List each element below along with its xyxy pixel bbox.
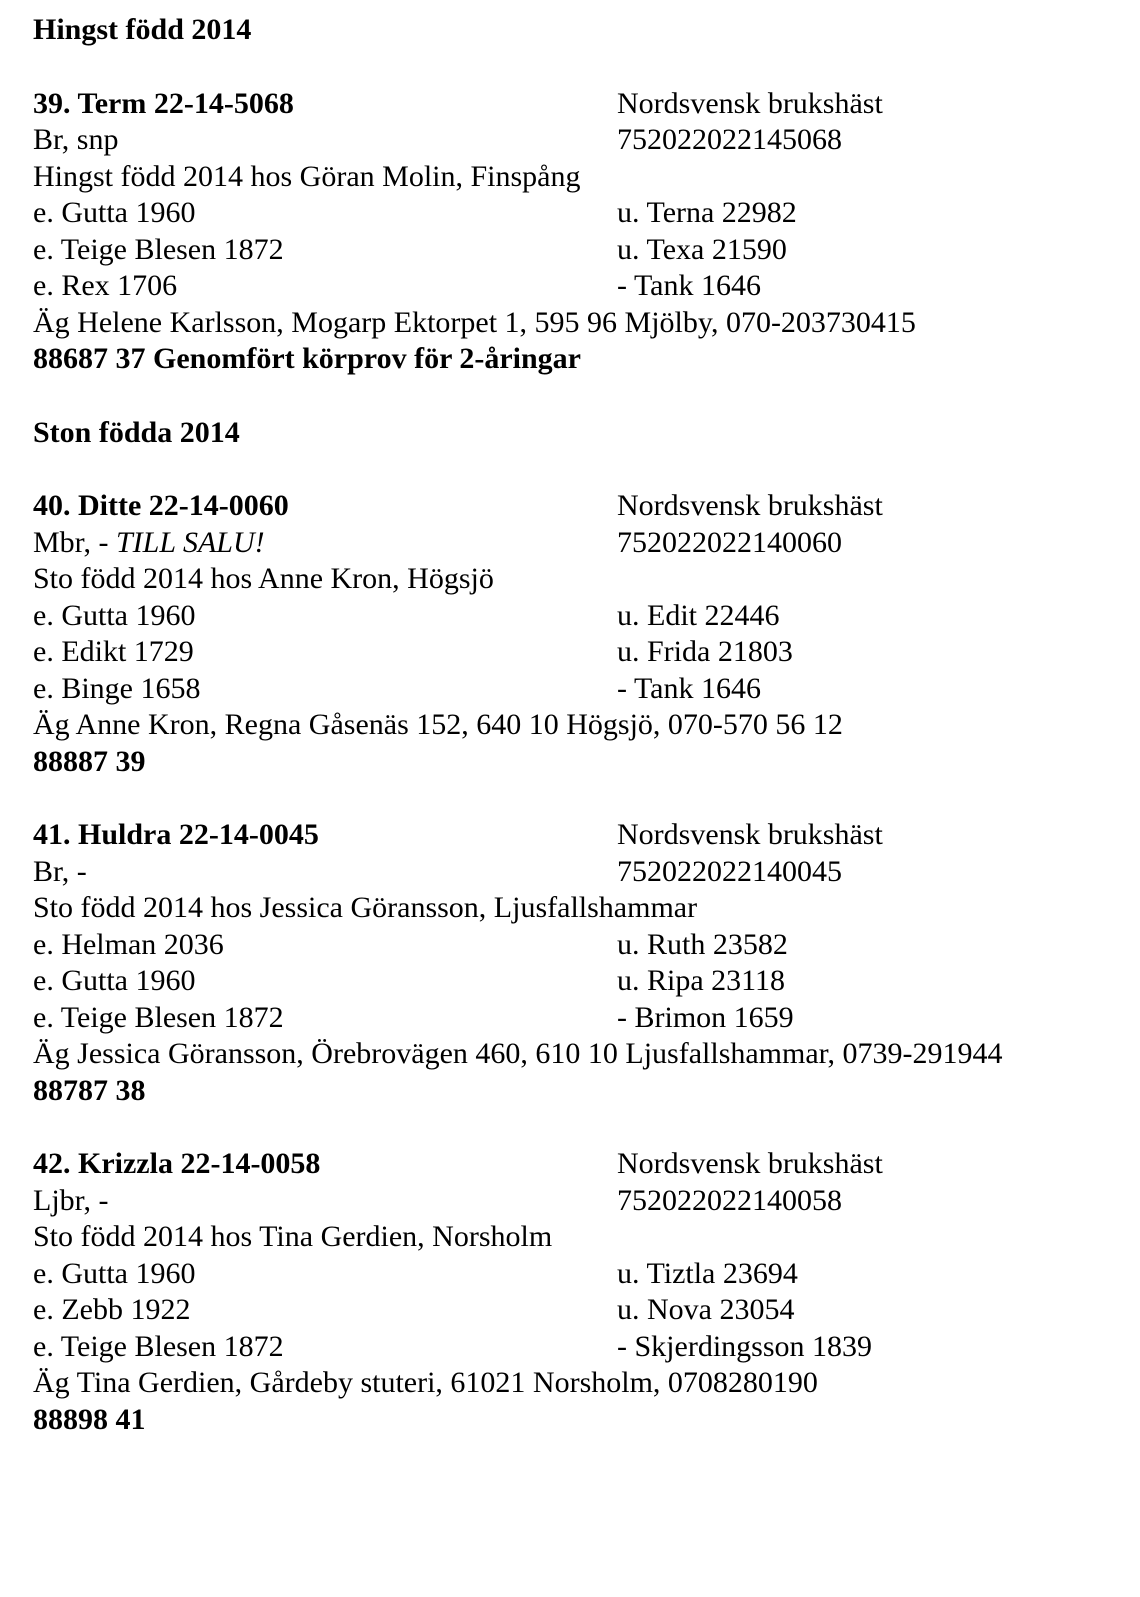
entry-header-row [33, 1146, 1120, 1183]
pedigree-sire: e. Edikt 1729 [33, 635, 194, 668]
entry-title: 39. Term 22-14-5068 [33, 86, 294, 120]
entry-code-line: 88898 41 [33, 1402, 146, 1436]
entry-born-line: Sto född 2014 hos Tina Gerdien, Norsholm [33, 1220, 553, 1253]
entry-code-line: 88687 37 Genomfört körprov för 2-åringar [33, 342, 581, 375]
horse-entry-40 [33, 488, 1120, 780]
pedigree-row [33, 1329, 1120, 1366]
entry-header-row [33, 86, 1120, 123]
entry-color-line [33, 525, 617, 562]
pedigree-sire: e. Teige Blesen 1872 [33, 232, 284, 266]
entry-born-line: Hingst född 2014 hos Göran Molin, Finspång [33, 159, 581, 193]
pedigree-row [33, 598, 1120, 635]
pedigree-sire: e. Gutta 1960 [33, 1256, 196, 1290]
entry-header-row [33, 488, 1120, 525]
horse-entry-42 [33, 1146, 1120, 1438]
entry-color-line [33, 1183, 617, 1220]
pedigree-sire: e. Gutta 1960 [33, 196, 196, 229]
entry-code-line: 88787 38 [33, 1073, 146, 1107]
entry-reg-number: 752022022140060 [617, 525, 842, 559]
pedigree-row [33, 671, 1120, 708]
section-heading-mares: Ston födda 2014 [33, 415, 240, 449]
pedigree-dam: - Tank 1646 [617, 671, 761, 705]
entry-owner-line: Äg Helene Karlsson, Mogarp Ektorpet 1, 595 96 Mjölby, 070-203730415 [33, 305, 916, 339]
entry-reg-number: 752022022140045 [617, 854, 842, 888]
pedigree-dam: u. Ripa 23118 [617, 964, 786, 997]
horse-entry-41 [33, 817, 1120, 1109]
entry-color: Mbr, - [33, 525, 109, 559]
entry-breed: Nordsvensk brukshäst [617, 489, 883, 522]
pedigree-dam: - Skjerdingsson 1839 [617, 1329, 872, 1363]
pedigree-row [33, 1256, 1120, 1293]
entry-owner-line: Äg Jessica Göransson, Örebrovägen 460, 610 10 Ljusfallshammar, 0739-291944 [33, 1037, 1003, 1070]
entry-color-row [33, 525, 1120, 562]
entry-color: Ljbr, - [33, 1183, 109, 1217]
entry-header-row [33, 817, 1120, 854]
pedigree-row [33, 634, 1120, 671]
entry-title: 40. Ditte 22-14-0060 [33, 489, 289, 522]
pedigree-row [33, 232, 1120, 269]
pedigree-sire: e. Teige Blesen 1872 [33, 1000, 284, 1034]
entry-title: 41. Huldra 22-14-0045 [33, 818, 319, 851]
entry-born-line: Sto född 2014 hos Jessica Göransson, Ljusfallshammar [33, 891, 698, 924]
pedigree-dam: - Tank 1646 [617, 269, 761, 302]
pedigree-dam: u. Ruth 23582 [617, 927, 788, 961]
entry-breed: Nordsvensk brukshäst [617, 86, 883, 120]
pedigree-dam: u. Edit 22446 [617, 598, 780, 632]
pedigree-sire: e. Zebb 1922 [33, 1293, 191, 1326]
pedigree-row [33, 268, 1120, 305]
pedigree-row [33, 1000, 1120, 1037]
pedigree-row [33, 963, 1120, 1000]
entry-reg-number: 752022022145068 [617, 123, 842, 156]
pedigree-dam: u. Frida 21803 [617, 635, 793, 668]
pedigree-dam: u. Nova 23054 [617, 1293, 795, 1326]
entry-color-line [33, 854, 617, 891]
entry-color-row [33, 854, 1120, 891]
entry-breed: Nordsvensk brukshäst [617, 818, 883, 851]
pedigree-sire: e. Gutta 1960 [33, 964, 196, 997]
entry-owner-line: Äg Tina Gerdien, Gårdeby stuteri, 61021 Norsholm, 0708280190 [33, 1366, 818, 1399]
entry-code-line: 88887 39 [33, 744, 146, 778]
entry-reg-number: 752022022140058 [617, 1183, 842, 1217]
pedigree-row [33, 927, 1120, 964]
entry-color-row [33, 122, 1120, 159]
pedigree-row [33, 1292, 1120, 1329]
pedigree-sire: e. Teige Blesen 1872 [33, 1329, 284, 1363]
entry-born-line: Sto född 2014 hos Anne Kron, Högsjö [33, 562, 494, 595]
pedigree-dam: - Brimon 1659 [617, 1000, 794, 1034]
entry-color: Br, snp [33, 123, 119, 156]
entry-color-line [33, 122, 617, 159]
pedigree-dam: u. Tiztla 23694 [617, 1256, 798, 1290]
pedigree-sire: e. Rex 1706 [33, 269, 178, 302]
pedigree-dam: u. Texa 21590 [617, 232, 787, 266]
pedigree-sire: e. Gutta 1960 [33, 598, 196, 632]
pedigree-sire: e. Binge 1658 [33, 671, 201, 705]
pedigree-row [33, 195, 1120, 232]
entry-color-row [33, 1183, 1120, 1220]
entry-color: Br, - [33, 854, 87, 888]
horse-entry-39 [33, 86, 1120, 378]
entry-title: 42. Krizzla 22-14-0058 [33, 1147, 321, 1180]
entry-sale-note: TILL SALU! [115, 525, 265, 559]
pedigree-sire: e. Helman 2036 [33, 927, 224, 961]
entry-owner-line: Äg Anne Kron, Regna Gåsenäs 152, 640 10 Högsjö, 070-570 56 12 [33, 708, 843, 741]
section-heading-stallions: Hingst född 2014 [33, 13, 252, 46]
entry-breed: Nordsvensk brukshäst [617, 1147, 883, 1180]
pedigree-dam: u. Terna 22982 [617, 196, 797, 229]
